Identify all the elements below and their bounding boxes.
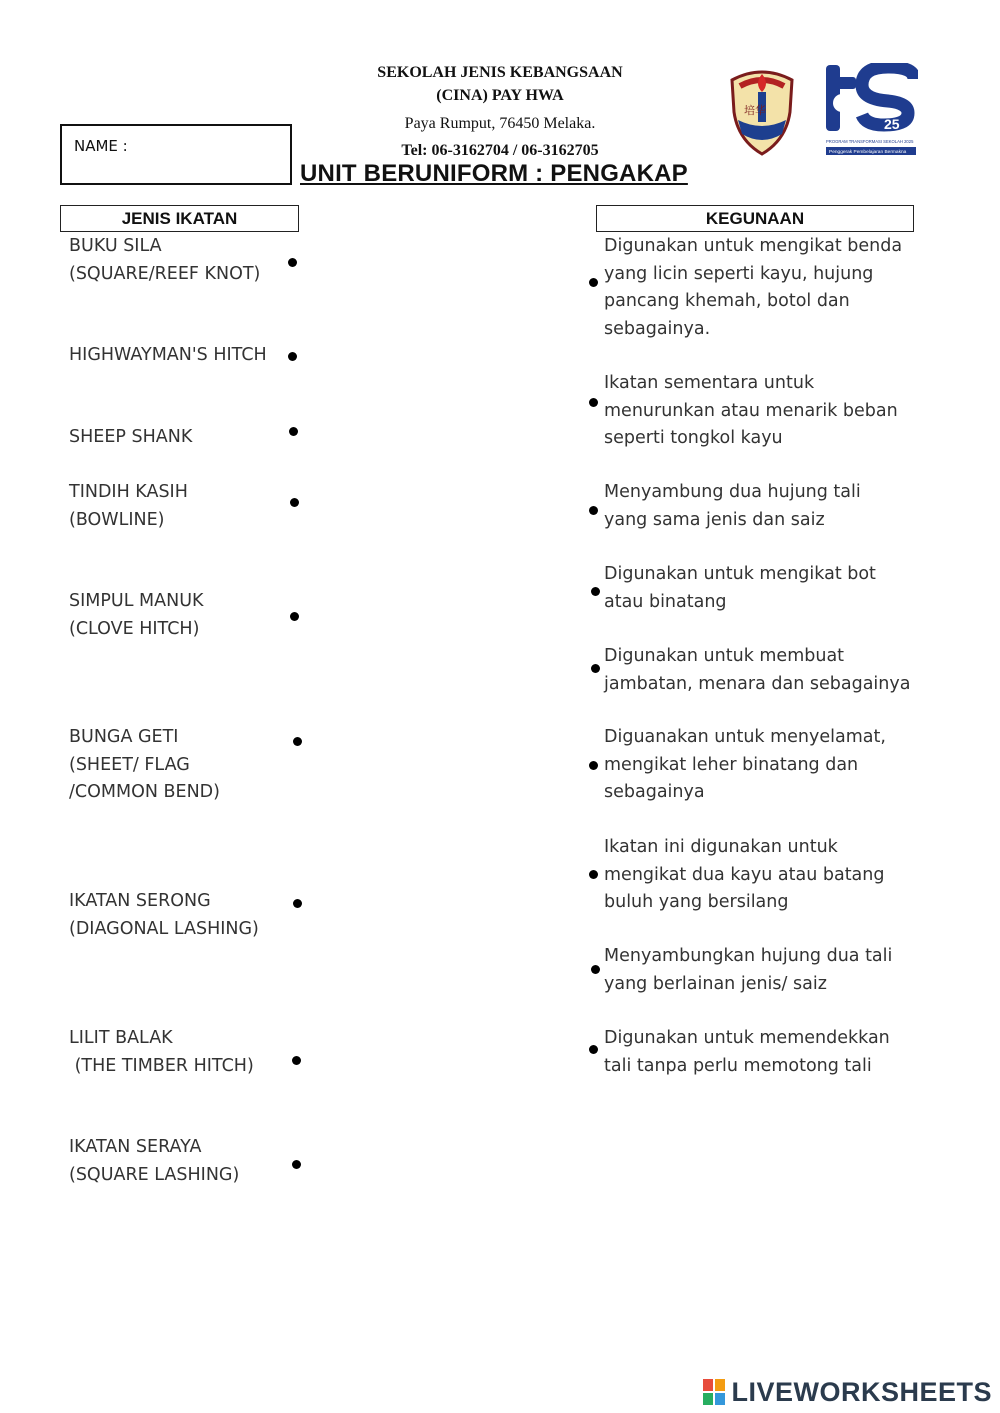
liveworksheets-icon xyxy=(703,1379,725,1405)
match-dot-left[interactable] xyxy=(292,1160,301,1169)
column-header-knot-type: JENIS IKATAN xyxy=(60,205,299,232)
liveworksheets-brand: LIVEWORKSHEETS xyxy=(731,1376,992,1407)
name-box[interactable] xyxy=(60,124,292,185)
school-name-line2: (CINA) PAY HWA xyxy=(436,87,564,104)
match-dot-left[interactable] xyxy=(293,899,302,908)
match-dot-left[interactable] xyxy=(290,612,299,621)
knot-item: SHEEP SHANK xyxy=(69,427,193,447)
ts25-caption2: Penggerak Pembelajaran Bermakna xyxy=(829,150,907,155)
match-dot-right[interactable] xyxy=(589,278,598,287)
match-dot-right[interactable] xyxy=(589,506,598,515)
name-label: NAME : xyxy=(74,137,128,155)
knot-item: SIMPUL MANUK (CLOVE HITCH) xyxy=(69,591,204,639)
usage-item: Digunakan untuk mengikat bot atau binatang xyxy=(604,564,876,612)
match-dot-right[interactable] xyxy=(591,587,600,596)
match-dot-left[interactable] xyxy=(293,737,302,746)
match-dot-left[interactable] xyxy=(290,498,299,507)
match-dot-right[interactable] xyxy=(591,664,600,673)
match-dot-right[interactable] xyxy=(591,965,600,974)
knot-item: HIGHWAYMAN'S HITCH xyxy=(69,345,267,365)
knot-item: TINDIH KASIH (BOWLINE) xyxy=(69,482,188,530)
knot-item: IKATAN SERAYA (SQUARE LASHING) xyxy=(69,1137,240,1185)
match-dot-left[interactable] xyxy=(289,427,298,436)
usage-item: Ikatan sementara untuk menurunkan atau menarik beban seperti tongkol kayu xyxy=(604,373,898,448)
school-crest-logo xyxy=(720,62,804,160)
usage-item: Digunakan untuk mengikat benda yang licin seperti kayu, hujung pancang khemah, botol dan sebagainya. xyxy=(604,236,903,339)
crest-text: 培华 xyxy=(744,104,766,117)
usage-item: Ikatan ini digunakan untuk mengikat dua kayu atau batang buluh yang bersilang xyxy=(604,837,885,912)
ts25-number: 25 xyxy=(884,116,900,132)
knot-item: BUNGA GETI (SHEET/ FLAG /COMMON BEND) xyxy=(69,727,220,802)
match-dot-right[interactable] xyxy=(589,761,598,770)
liveworksheets-logo xyxy=(703,1377,992,1407)
match-dot-right[interactable] xyxy=(589,1045,598,1054)
knot-item: LILIT BALAK (THE TIMBER HITCH) xyxy=(69,1028,254,1076)
ts25-caption1: PROGRAM TRANSFORMASI SEKOLAH 2025 xyxy=(826,139,914,144)
school-address: Paya Rumput, 76450 Melaka. xyxy=(404,115,596,132)
usage-item: Menyambungkan hujung dua tali yang berlainan jenis/ saiz xyxy=(604,946,893,994)
knot-item: IKATAN SERONG (DIAGONAL LASHING) xyxy=(69,891,259,939)
ts25-logo xyxy=(822,63,918,157)
match-dot-left[interactable] xyxy=(292,1056,301,1065)
usage-item: Digunakan untuk membuat jambatan, menara dan sebagainya xyxy=(604,646,911,694)
knot-item: BUKU SILA (SQUARE/REEF KNOT) xyxy=(69,236,261,284)
school-name-line1: SEKOLAH JENIS KEBANGSAAN xyxy=(377,64,623,81)
match-dot-left[interactable] xyxy=(288,258,297,267)
usage-item: Menyambung dua hujung tali yang sama jenis dan saiz xyxy=(604,482,861,530)
usage-item: Digunakan untuk memendekkan tali tanpa perlu memotong tali xyxy=(604,1028,890,1076)
match-dot-right[interactable] xyxy=(589,398,598,407)
match-dot-left[interactable] xyxy=(288,352,297,361)
school-telephone: Tel: 06-3162704 / 06-3162705 xyxy=(401,142,599,159)
match-dot-right[interactable] xyxy=(589,870,598,879)
page-title: UNIT BERUNIFORM : PENGAKAP xyxy=(300,160,688,187)
usage-item: Diguanakan untuk menyelamat, mengikat leher binatang dan sebagainya xyxy=(604,727,886,802)
column-header-usage: KEGUNAAN xyxy=(596,205,914,232)
